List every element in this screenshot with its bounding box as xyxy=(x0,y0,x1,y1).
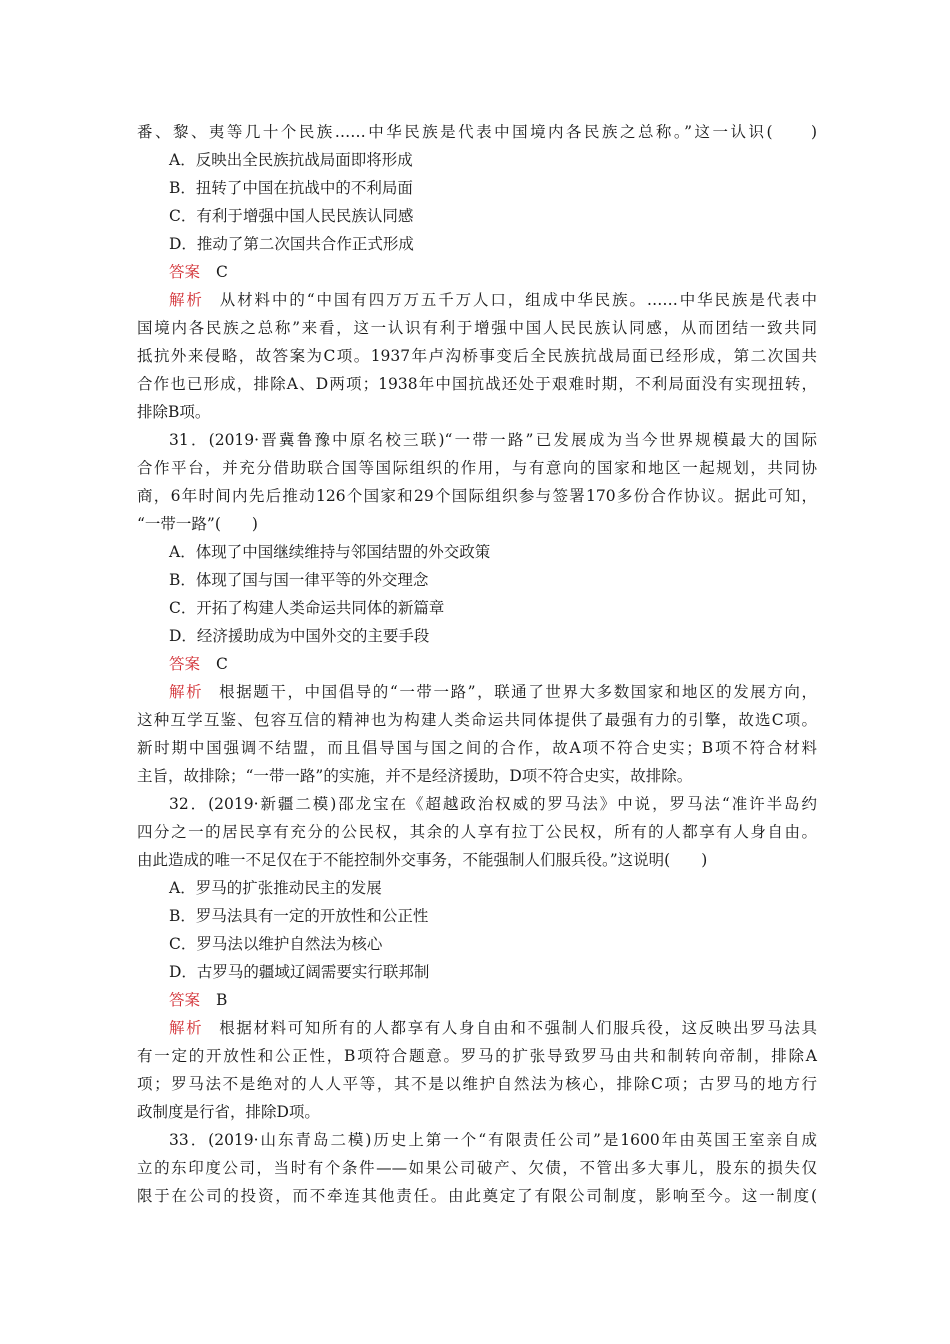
q31-analysis-line: 解析 根据题干，中国倡导的“一带一路”，联通了世界大多数国家和地区的发展方向， xyxy=(169,683,817,701)
q32-option-a: A．罗马的扩张推动民主的发展 xyxy=(169,879,382,897)
q31-stem-line: 31．(2019·晋冀鲁豫中原名校三联)“一带一路”已发展成为当今世界规模最大的国际 xyxy=(169,431,817,449)
q32-analysis-line: 项；罗马法不是绝对的人人平等，其不是以维护自然法为核心，排除C项；古罗马的地方行 xyxy=(137,1075,817,1093)
q31-analysis-line: 这种互学互鉴、包容互信的精神也为构建人类命运共同体提供了最强有力的引擎，故选C项。 xyxy=(137,711,817,729)
q31-answer xyxy=(137,650,817,678)
q30-analysis-line: 抵抗外来侵略，故答案为C项。1937年卢沟桥事变后全民族抗战局面已经形成，第二次国共 xyxy=(137,347,817,365)
q30-option-d: D．推动了第二次国共合作正式形成 xyxy=(169,235,414,253)
q30-option-a: A．反映出全民族抗战局面即将形成 xyxy=(169,151,413,169)
q33-stem-line: 立的东印度公司，当时有个条件——如果公司破产、欠债，不管出多大事儿，股东的损失仅 xyxy=(137,1159,817,1177)
q30-analysis-line: 解析 从材料中的“中国有四万万五千万人口，组成中华民族。……中华民族是代表中 xyxy=(169,291,817,309)
q31-stem-line: “一带一路”( ) xyxy=(137,515,258,533)
q32-stem-line: 四分之一的居民享有充分的公民权，其余的人享有拉丁公民权，所有的人都享有人身自由。 xyxy=(137,823,817,841)
q31-option-a: A．体现了中国继续维持与邻国结盟的外交政策 xyxy=(169,543,491,561)
q32-analysis-line: 解析 根据材料可知所有的人都享有人身自由和不强制人们服兵役，这反映出罗马法具 xyxy=(169,1019,817,1037)
q30-analysis-line: 国境内各民族之总称”来看，这一认识有利于增强中国人民民族认同感，从而团结一致共同 xyxy=(137,319,817,337)
page-content xyxy=(137,118,817,1210)
q33-stem-line: 33．(2019·山东青岛二模)历史上第一个“有限责任公司”是1600年由英国王室亲自成 xyxy=(169,1131,817,1149)
q30-stem-tail: 番、黎、夷等几十个民族……中华民族是代表中国境内各民族之总称。”这一认识( ) xyxy=(137,123,817,141)
q30-option-c: C．有利于增强中国人民民族认同感 xyxy=(169,207,414,225)
answer-label: 答案 xyxy=(169,655,201,673)
q32-stem-line: 32．(2019·新疆二模)邵龙宝在《超越政治权威的罗马法》中说，罗马法“准许半岛约 xyxy=(169,795,817,813)
q32-option-b: B．罗马法具有一定的开放性和公正性 xyxy=(169,907,429,925)
q30-answer xyxy=(137,258,817,286)
answer-label: 答案 xyxy=(169,991,201,1009)
q30-option-b: B．扭转了中国在抗战中的不利局面 xyxy=(169,179,413,197)
q31-analysis-line: 主旨，故排除；“一带一路”的实施，并不是经济援助，D项不符合史实，故排除。 xyxy=(137,767,693,785)
q31-stem-line: 合作平台，并充分借助联合国等国际组织的作用，与有意向的国家和地区一起规划，共同协 xyxy=(137,459,817,477)
q30-analysis-line: 合作也已形成，排除A、D两项；1938年中国抗战还处于艰难时期，不利局面没有实现扭转， xyxy=(137,375,817,393)
answer-value: C xyxy=(216,655,228,673)
q31-analysis-line: 新时期中国强调不结盟，而且倡导国与国之间的合作，故A项不符合史实；B项不符合材料 xyxy=(137,739,817,757)
q32-analysis-line: 有一定的开放性和公正性，B项符合题意。罗马的扩张导致罗马由共和制转向帝制，排除A xyxy=(137,1047,817,1065)
answer-label: 答案 xyxy=(169,263,201,281)
q30-analysis-line: 排除B项。 xyxy=(137,403,211,421)
q32-option-d: D．古罗马的疆域辽阔需要实行联邦制 xyxy=(169,963,430,981)
q32-answer xyxy=(137,986,817,1014)
answer-value: B xyxy=(216,991,228,1009)
q32-stem-line: 由此造成的唯一不足仅在于不能控制外交事务，不能强制人们服兵役。”这说明( ) xyxy=(137,851,708,869)
q31-option-c: C．开拓了构建人类命运共同体的新篇章 xyxy=(169,599,445,617)
q31-option-d: D．经济援助成为中国外交的主要手段 xyxy=(169,627,430,645)
q33-stem-line: 限于在公司的投资，而不牵连其他责任。由此奠定了有限公司制度，影响至今。这一制度( xyxy=(137,1187,817,1205)
q32-analysis-line: 政制度是行省，排除D项。 xyxy=(137,1103,320,1121)
q32-option-c: C．罗马法以维护自然法为核心 xyxy=(169,935,383,953)
analysis-label: 解析 xyxy=(169,291,204,309)
analysis-label: 解析 xyxy=(169,683,204,701)
analysis-label: 解析 xyxy=(169,1019,204,1037)
q31-option-b: B．体现了国与国一律平等的外交理念 xyxy=(169,571,429,589)
answer-value: C xyxy=(216,263,228,281)
q31-stem-line: 商，6年时间内先后推动126个国家和29个国际组织参与签署170多份合作协议。据此可知， xyxy=(137,487,817,505)
